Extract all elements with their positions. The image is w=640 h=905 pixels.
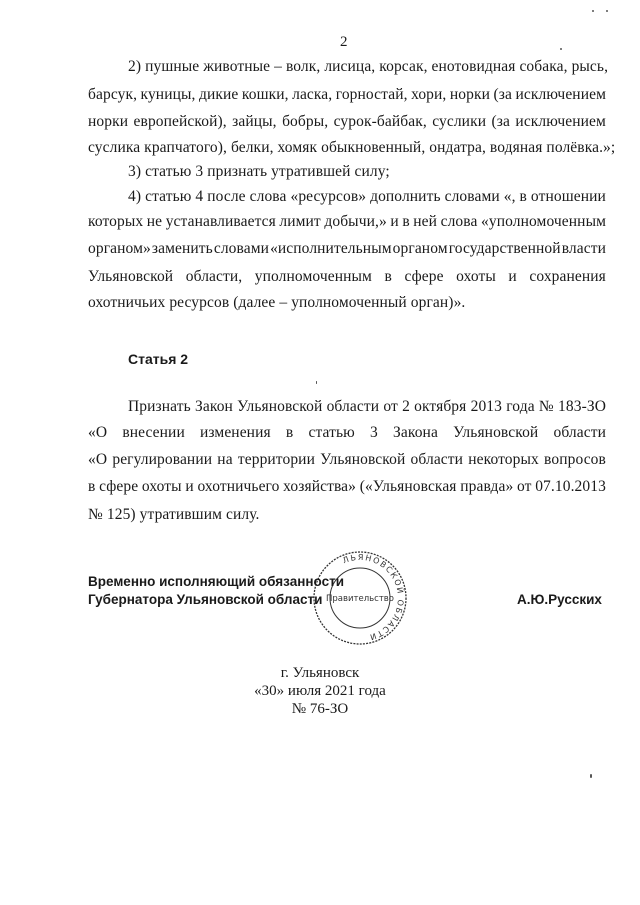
word: года (506, 398, 535, 415)
word: «О (88, 451, 108, 468)
footer-city: г. Ульяновск (280, 665, 360, 681)
word: ласка, (292, 86, 333, 103)
word: которых (88, 213, 144, 230)
word: сфере (404, 268, 444, 285)
official-stamp (310, 548, 410, 648)
article2-line2 (88, 424, 606, 442)
word: зайцы, (232, 113, 277, 130)
article2-heading: Статья 2 (128, 351, 189, 367)
word: внесении (122, 424, 185, 441)
article2-line4 (88, 478, 606, 496)
word: Ульяновской (320, 451, 406, 468)
word: изменения (200, 424, 271, 441)
article2-line1 (128, 398, 606, 416)
word: области (553, 424, 606, 441)
word: в (384, 268, 392, 285)
signatory-title-line2: Губернатора Ульяновской области (88, 592, 323, 607)
word: лимит (279, 213, 321, 230)
word: охоты (141, 478, 182, 495)
word: уполномоченным (254, 268, 372, 285)
word: и (390, 213, 399, 230)
word: европейской), (133, 113, 227, 130)
word: куницы, (140, 86, 196, 103)
word: 3 (369, 424, 378, 441)
word: на (217, 451, 233, 468)
footer-law-number: № 76-ЗО (291, 701, 349, 717)
word: органом (392, 240, 448, 257)
word: области, (185, 268, 243, 285)
word: Ульяновской (453, 424, 539, 441)
word: в (285, 424, 294, 441)
word: государственной (448, 240, 561, 257)
item4-line4 (88, 268, 606, 286)
scan-speck (316, 381, 317, 384)
item4-line3 (88, 240, 606, 258)
scan-speck (592, 10, 594, 12)
word: кошки, (241, 86, 289, 103)
article2-line3 (88, 451, 606, 469)
word: 2 (402, 398, 410, 415)
word: исключением (515, 86, 606, 103)
item2-line1: 2) пушные животные – волк, лисица, корсак, енотовидная собака, рысь, (128, 58, 609, 75)
word: в (402, 213, 410, 230)
word: области (410, 451, 464, 468)
word: сохранения (529, 268, 606, 285)
word: барсук, (88, 86, 138, 103)
word: территории (237, 451, 315, 468)
word: «исполнительным (270, 240, 392, 257)
word: дикие (198, 86, 239, 103)
item2-line3 (88, 113, 606, 131)
word: октября (414, 398, 467, 415)
word: охотничьего (197, 478, 280, 495)
word: словами (213, 240, 270, 257)
item4-line1: 4) статью 4 после слова «ресурсов» дополнить словами «, в отношении (128, 188, 606, 205)
word: статью (308, 424, 355, 441)
word: и (508, 268, 517, 285)
word: в (88, 478, 96, 495)
word: охоты (456, 268, 496, 285)
item4-line5: охотничьих ресурсов (далее – уполномоченный орган)». (88, 294, 466, 311)
word: ней (413, 213, 438, 230)
word: не (146, 213, 163, 230)
word: 183-ЗО (558, 398, 606, 415)
word: Признать (128, 398, 191, 415)
word: («Ульяновская (359, 478, 457, 495)
word: Закона (393, 424, 438, 441)
word: 2013 (470, 398, 503, 415)
scan-speck (590, 774, 592, 778)
word: регулировании (112, 451, 213, 468)
word: от (383, 398, 398, 415)
svg-text:ЛЬЯНОВСКОЙ ОБЛАСТИ: ЛЬЯНОВСКОЙ ОБЛАСТИ (341, 552, 406, 642)
word: добычи,» (324, 213, 387, 230)
item4-line2 (88, 213, 606, 231)
word: сфере (99, 478, 139, 495)
word: норки (88, 113, 129, 130)
word: № (538, 398, 554, 415)
footer-date: «30» июля 2021 года (254, 683, 386, 699)
article2-line5: № 125) утратившим силу. (88, 506, 260, 523)
word: горностай, (335, 86, 408, 103)
word: некоторых (468, 451, 539, 468)
word: сурок-байбак, (333, 113, 427, 130)
svg-text:Правительство: Правительство (326, 594, 394, 604)
word: устанавливается (165, 213, 276, 230)
word: вопросов (544, 451, 606, 468)
item2-line4: суслика крапчатого), белки, хомяк обыкновенный, ондатра, водяная полёвка.»; (88, 139, 616, 156)
page-number: 2 (340, 34, 348, 50)
word: исключением (515, 113, 606, 130)
item2-line2 (88, 86, 606, 104)
scan-speck (560, 48, 562, 50)
word: «уполномоченным (481, 213, 606, 230)
word: бобры, (282, 113, 329, 130)
word: «О (88, 424, 108, 441)
word: (за (491, 113, 510, 130)
word: Ульяновской (237, 398, 323, 415)
signatory-title-line1: Временно исполняющий обязанности (88, 574, 344, 589)
word: хозяйства» (283, 478, 357, 495)
word: слова (440, 213, 478, 230)
word: и (185, 478, 194, 495)
word: норки (449, 86, 491, 103)
word: власти (561, 240, 606, 257)
word: области (326, 398, 380, 415)
word: правда» (460, 478, 514, 495)
word: 07.10.2013 (535, 478, 606, 495)
word: Ульяновской (88, 268, 174, 285)
word: Закон (195, 398, 233, 415)
scan-speck (606, 10, 608, 12)
item3-line: 3) статью 3 признать утратившей силу; (128, 163, 390, 180)
signatory-name: А.Ю.Русских (517, 592, 602, 607)
word: заменить (151, 240, 213, 257)
word: органом» (88, 240, 151, 257)
word: хори, (411, 86, 447, 103)
word: суслики (432, 113, 487, 130)
word: (за (493, 86, 512, 103)
word: от (516, 478, 532, 495)
